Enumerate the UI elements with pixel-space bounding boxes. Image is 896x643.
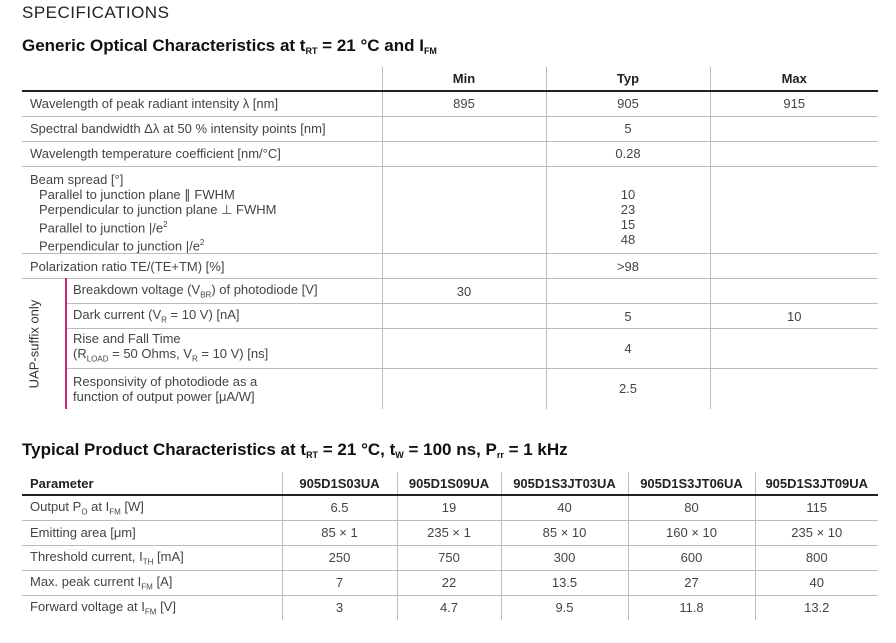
cell-min (382, 254, 546, 279)
beam-spread-label: Beam spread [°] Parallel to junction plane ∥ FWHM Perpendicular to junction plane ⊥ FWHM Parallel to junction $|/e^2$ Perpendicular to junction $|/e^2$ (22, 166, 382, 254)
cell-value: 40 (755, 570, 878, 595)
cell-value: 11.8 (628, 595, 755, 620)
row-label: Rise and Fall Time ($R_{LOAD} = 50$ Ohms, $V_R = 10$ V) [ns] (66, 329, 382, 369)
col-model: 905D1S3JT09UA (755, 472, 878, 495)
cell-max (710, 254, 878, 279)
table-row (22, 570, 878, 595)
cell-value: 115 (755, 495, 878, 520)
col-model: 905D1S09UA (397, 472, 501, 495)
uap-suffix-label: UAP-suffix only (22, 279, 66, 409)
table-row (22, 595, 878, 620)
cell-value: 13.5 (501, 570, 628, 595)
cell-typ (546, 279, 710, 304)
table-row (22, 329, 878, 369)
cell-value: 40 (501, 495, 628, 520)
optical-title: Generic Optical Characteristics at $t_{RT} = 21$ °C and $I_{FM}$ (22, 36, 437, 56)
table-row (22, 254, 878, 279)
table-row (22, 116, 878, 141)
cell-max (710, 329, 878, 369)
product-characteristics-table (22, 472, 878, 620)
product-header-row (22, 472, 878, 495)
cell-value: 4.7 (397, 595, 501, 620)
cell-typ: 2.5 (546, 369, 710, 409)
table-row (22, 520, 878, 545)
cell-value: 85 × 10 (501, 520, 628, 545)
optical-characteristics-table (22, 67, 878, 409)
col-model: 905D1S3JT03UA (501, 472, 628, 495)
cell-value: 160 × 10 (628, 520, 755, 545)
row-label: Spectral bandwidth Δλ at 50 % intensity points [nm] (22, 116, 382, 141)
cell-typ: 5 (546, 304, 710, 329)
cell-min (382, 166, 546, 254)
col-model: 905D1S3JT06UA (628, 472, 755, 495)
cell-typ: >98 (546, 254, 710, 279)
col-parameter: Parameter (22, 472, 282, 495)
table-row (22, 369, 878, 409)
row-label: Output $P_O$ at $I_{FM}$ [W] (22, 495, 282, 520)
cell-max (710, 116, 878, 141)
row-label: Wavelength temperature coefficient [nm/°C] (22, 141, 382, 166)
cell-value: 235 × 10 (755, 520, 878, 545)
table-row (22, 304, 878, 329)
cell-typ: 905 (546, 91, 710, 116)
row-label: Breakdown voltage $(V_{BR})$ of photodiode [V] (66, 279, 382, 304)
table-row (22, 91, 878, 116)
cell-value: 750 (397, 545, 501, 570)
cell-value: 27 (628, 570, 755, 595)
cell-value: 85 × 1 (282, 520, 397, 545)
table-row (22, 279, 878, 304)
cell-typ: 0.28 (546, 141, 710, 166)
cell-max: 915 (710, 91, 878, 116)
row-label: Dark current ($V_R = 10$ V) [nA] (66, 304, 382, 329)
cell-max (710, 279, 878, 304)
product-title: Typical Product Characteristics at $t_{RT} = 21$ °C, $t_W = 100$ ns, $P_{rr} = 1$ kHz (22, 440, 568, 460)
optical-header-row (22, 67, 878, 91)
cell-value: 13.2 (755, 595, 878, 620)
col-model: 905D1S03UA (282, 472, 397, 495)
cell-value: 7 (282, 570, 397, 595)
cell-value: 800 (755, 545, 878, 570)
cell-min: 30 (382, 279, 546, 304)
cell-value: 6.5 (282, 495, 397, 520)
row-label: Forward voltage at $I_{FM}$ [V] (30, 598, 176, 617)
cell-min (382, 304, 546, 329)
row-label: Responsivity of photodiode as a function of output power [μA/W] (73, 373, 258, 404)
row-label: Max. peak current $I_{FM}$ [A] (22, 570, 282, 595)
cell-value: 300 (501, 545, 628, 570)
cell-min (382, 369, 546, 409)
cell-typ: 5 (546, 116, 710, 141)
table-row (22, 545, 878, 570)
section-heading: SPECIFICATIONS (22, 3, 170, 22)
cell-max (710, 141, 878, 166)
cell-value: 235 × 1 (397, 520, 501, 545)
cell-value: 600 (628, 545, 755, 570)
cell-min (382, 116, 546, 141)
row-label: Threshold current, $I_{TH}$ [mA] (22, 545, 282, 570)
table-row (22, 141, 878, 166)
cell-max (710, 369, 878, 409)
cell-value: 22 (397, 570, 501, 595)
beam-values: 10 23 15 48 (546, 166, 710, 254)
row-label: Polarization ratio TE/(TE+TM) [%] (22, 254, 382, 279)
cell-value: 80 (628, 495, 755, 520)
cell-value: 250 (282, 545, 397, 570)
col-typ: Typ (546, 67, 710, 91)
table-row (22, 495, 878, 520)
cell-min: 895 (382, 91, 546, 116)
cell-value: 3 (282, 595, 397, 620)
cell-value: 19 (397, 495, 501, 520)
cell-max: 10 (710, 304, 878, 329)
row-label: Emitting area [μm] (22, 520, 282, 545)
beam-spread-row (22, 166, 878, 254)
col-min: Min (382, 67, 546, 91)
cell-min (382, 141, 546, 166)
cell-min (382, 329, 546, 369)
row-label: Wavelength of peak radiant intensity λ [nm] (22, 91, 382, 116)
cell-value: 9.5 (501, 595, 628, 620)
cell-max (710, 166, 878, 254)
col-max: Max (710, 67, 878, 91)
cell-typ: 4 (546, 329, 710, 369)
